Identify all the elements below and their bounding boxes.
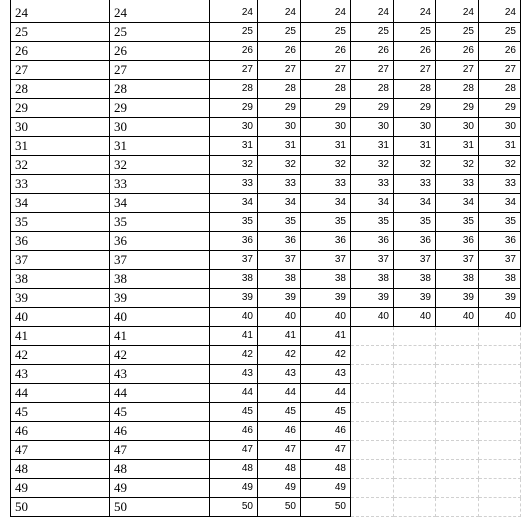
empty-cell[interactable] (479, 422, 521, 441)
value-cell[interactable]: 40 (479, 308, 521, 327)
value-cell[interactable]: 26 (479, 42, 521, 61)
value-cell[interactable]: 32 (258, 156, 301, 175)
value-cell[interactable]: 27 (258, 61, 301, 80)
value-cell[interactable]: 42 (210, 346, 258, 365)
value-cell[interactable]: 28 (436, 80, 479, 99)
value-cell[interactable]: 45 (110, 403, 210, 422)
value-cell[interactable]: 38 (479, 270, 521, 289)
value-cell[interactable]: 39 (258, 289, 301, 308)
value-cell[interactable]: 38 (436, 270, 479, 289)
row-label-cell[interactable]: 25 (10, 23, 110, 42)
value-cell[interactable]: 47 (301, 441, 351, 460)
value-cell[interactable]: 32 (351, 156, 394, 175)
value-cell[interactable]: 39 (110, 289, 210, 308)
row-label-cell[interactable]: 38 (10, 270, 110, 289)
value-cell[interactable]: 24 (110, 4, 210, 23)
value-cell[interactable]: 49 (210, 479, 258, 498)
value-cell[interactable]: 37 (394, 251, 436, 270)
row-label-cell[interactable]: 31 (10, 137, 110, 156)
row-label-cell[interactable]: 24 (10, 4, 110, 23)
value-cell[interactable]: 45 (258, 403, 301, 422)
value-cell[interactable]: 25 (479, 23, 521, 42)
value-cell[interactable]: 31 (210, 137, 258, 156)
value-cell[interactable]: 43 (258, 365, 301, 384)
table-row (0, 4, 528, 23)
row-label-cell[interactable]: 47 (10, 441, 110, 460)
row-label-cell[interactable]: 35 (10, 213, 110, 232)
table-row (0, 346, 528, 365)
value-cell[interactable]: 36 (210, 232, 258, 251)
empty-cell[interactable] (479, 460, 521, 479)
row-label-cell[interactable]: 41 (10, 327, 110, 346)
row-label-cell[interactable]: 26 (10, 42, 110, 61)
value-cell[interactable]: 43 (210, 365, 258, 384)
value-cell[interactable]: 46 (210, 422, 258, 441)
table-row (0, 213, 528, 232)
value-cell[interactable]: 30 (110, 118, 210, 137)
value-cell[interactable]: 37 (258, 251, 301, 270)
empty-cell[interactable] (351, 346, 394, 365)
value-cell[interactable]: 29 (258, 99, 301, 118)
value-cell[interactable]: 28 (258, 80, 301, 99)
value-cell[interactable]: 27 (210, 61, 258, 80)
value-cell[interactable]: 45 (301, 403, 351, 422)
empty-cell[interactable] (436, 384, 479, 403)
value-cell[interactable]: 35 (394, 213, 436, 232)
value-cell[interactable]: 40 (210, 308, 258, 327)
value-cell[interactable]: 37 (210, 251, 258, 270)
value-cell[interactable]: 48 (258, 460, 301, 479)
empty-cell[interactable] (436, 460, 479, 479)
value-cell[interactable]: 39 (436, 289, 479, 308)
table-row (0, 422, 528, 441)
value-cell[interactable]: 33 (394, 175, 436, 194)
value-cell[interactable]: 42 (110, 346, 210, 365)
empty-cell[interactable] (436, 479, 479, 498)
value-cell[interactable]: 37 (479, 251, 521, 270)
row-label-cell[interactable]: 40 (10, 308, 110, 327)
empty-cell[interactable] (436, 365, 479, 384)
value-cell[interactable]: 44 (210, 384, 258, 403)
value-cell[interactable]: 34 (479, 194, 521, 213)
empty-cell[interactable] (479, 327, 521, 346)
value-cell[interactable]: 27 (394, 61, 436, 80)
value-cell[interactable]: 26 (258, 42, 301, 61)
value-cell[interactable]: 35 (436, 213, 479, 232)
empty-cell[interactable] (436, 498, 479, 517)
value-cell[interactable]: 49 (258, 479, 301, 498)
value-cell[interactable]: 46 (258, 422, 301, 441)
value-cell[interactable]: 24 (436, 4, 479, 23)
row-label-cell[interactable]: 49 (10, 479, 110, 498)
value-cell[interactable]: 26 (436, 42, 479, 61)
table-row (0, 61, 528, 80)
value-cell[interactable]: 33 (436, 175, 479, 194)
value-cell[interactable]: 43 (110, 365, 210, 384)
value-cell[interactable]: 28 (301, 80, 351, 99)
row-label-cell[interactable]: 37 (10, 251, 110, 270)
empty-cell[interactable] (351, 460, 394, 479)
value-cell[interactable]: 31 (258, 137, 301, 156)
table-row (0, 23, 528, 42)
value-cell[interactable]: 40 (394, 308, 436, 327)
value-cell[interactable]: 36 (301, 232, 351, 251)
empty-cell[interactable] (479, 403, 521, 422)
value-cell[interactable]: 35 (110, 213, 210, 232)
value-cell[interactable]: 30 (479, 118, 521, 137)
table-row (0, 403, 528, 422)
empty-cell[interactable] (479, 365, 521, 384)
table-row (0, 232, 528, 251)
value-cell[interactable]: 29 (394, 99, 436, 118)
value-cell[interactable]: 42 (258, 346, 301, 365)
empty-cell[interactable] (436, 441, 479, 460)
value-cell[interactable]: 32 (210, 156, 258, 175)
empty-cell[interactable] (436, 403, 479, 422)
value-cell[interactable]: 49 (301, 479, 351, 498)
row-label-cell[interactable]: 42 (10, 346, 110, 365)
empty-cell[interactable] (351, 327, 394, 346)
row-label-cell[interactable]: 48 (10, 460, 110, 479)
value-cell[interactable]: 47 (210, 441, 258, 460)
table-row (0, 289, 528, 308)
value-cell[interactable]: 25 (436, 23, 479, 42)
empty-cell[interactable] (351, 365, 394, 384)
value-cell[interactable]: 47 (110, 441, 210, 460)
table-row (0, 365, 528, 384)
row-label-cell[interactable]: 46 (10, 422, 110, 441)
value-cell[interactable]: 41 (258, 327, 301, 346)
value-cell[interactable]: 32 (436, 156, 479, 175)
table-row (0, 156, 528, 175)
empty-cell[interactable] (394, 384, 436, 403)
value-cell[interactable]: 35 (301, 213, 351, 232)
table-row (0, 80, 528, 99)
value-cell[interactable]: 44 (258, 384, 301, 403)
value-cell[interactable]: 46 (110, 422, 210, 441)
empty-cell[interactable] (351, 441, 394, 460)
table-row (0, 384, 528, 403)
value-cell[interactable]: 30 (351, 118, 394, 137)
empty-cell[interactable] (394, 346, 436, 365)
row-label-cell[interactable]: 33 (10, 175, 110, 194)
value-cell[interactable]: 35 (479, 213, 521, 232)
empty-cell[interactable] (436, 346, 479, 365)
value-cell[interactable]: 44 (110, 384, 210, 403)
value-cell[interactable]: 47 (258, 441, 301, 460)
value-cell[interactable]: 31 (351, 137, 394, 156)
empty-cell[interactable] (394, 479, 436, 498)
value-cell[interactable]: 34 (394, 194, 436, 213)
table-row (0, 42, 528, 61)
value-cell[interactable]: 26 (351, 42, 394, 61)
value-cell[interactable]: 29 (110, 99, 210, 118)
value-cell[interactable]: 41 (210, 327, 258, 346)
value-cell[interactable]: 45 (210, 403, 258, 422)
value-cell[interactable]: 38 (110, 270, 210, 289)
value-cell[interactable]: 30 (301, 118, 351, 137)
value-cell[interactable]: 25 (258, 23, 301, 42)
value-cell[interactable]: 36 (351, 232, 394, 251)
value-cell[interactable]: 39 (351, 289, 394, 308)
row-label-cell[interactable]: 39 (10, 289, 110, 308)
table-row (0, 175, 528, 194)
value-cell[interactable]: 41 (110, 327, 210, 346)
value-cell[interactable]: 25 (301, 23, 351, 42)
value-cell[interactable]: 35 (210, 213, 258, 232)
value-cell[interactable]: 40 (110, 308, 210, 327)
value-cell[interactable]: 40 (258, 308, 301, 327)
table-row (0, 308, 528, 327)
value-cell[interactable]: 46 (301, 422, 351, 441)
value-cell[interactable]: 38 (394, 270, 436, 289)
row-label-cell[interactable]: 28 (10, 80, 110, 99)
empty-cell[interactable] (394, 498, 436, 517)
empty-cell[interactable] (351, 403, 394, 422)
value-cell[interactable]: 27 (479, 61, 521, 80)
value-cell[interactable]: 27 (436, 61, 479, 80)
value-cell[interactable]: 34 (351, 194, 394, 213)
value-cell[interactable]: 25 (351, 23, 394, 42)
empty-cell[interactable] (394, 403, 436, 422)
empty-cell[interactable] (394, 422, 436, 441)
row-label-cell[interactable]: 45 (10, 403, 110, 422)
table-row (0, 194, 528, 213)
table-row (0, 498, 528, 517)
value-cell[interactable]: 25 (210, 23, 258, 42)
value-cell[interactable]: 36 (110, 232, 210, 251)
value-cell[interactable]: 28 (479, 80, 521, 99)
value-cell[interactable]: 37 (436, 251, 479, 270)
value-cell[interactable]: 31 (394, 137, 436, 156)
value-cell[interactable]: 49 (110, 479, 210, 498)
value-cell[interactable]: 29 (479, 99, 521, 118)
value-cell[interactable]: 24 (394, 4, 436, 23)
row-label-cell[interactable]: 50 (10, 498, 110, 517)
empty-cell[interactable] (479, 346, 521, 365)
value-cell[interactable]: 37 (351, 251, 394, 270)
empty-cell[interactable] (479, 479, 521, 498)
value-cell[interactable]: 30 (210, 118, 258, 137)
table-row (0, 99, 528, 118)
value-cell[interactable]: 26 (110, 42, 210, 61)
value-cell[interactable]: 29 (301, 99, 351, 118)
value-cell[interactable]: 33 (210, 175, 258, 194)
value-cell[interactable]: 50 (110, 498, 210, 517)
empty-cell[interactable] (351, 479, 394, 498)
value-cell[interactable]: 30 (394, 118, 436, 137)
value-cell[interactable]: 26 (210, 42, 258, 61)
value-cell[interactable]: 30 (436, 118, 479, 137)
value-cell[interactable]: 24 (258, 4, 301, 23)
value-cell[interactable]: 28 (351, 80, 394, 99)
value-cell[interactable]: 37 (301, 251, 351, 270)
value-cell[interactable]: 33 (301, 175, 351, 194)
value-cell[interactable]: 50 (301, 498, 351, 517)
value-cell[interactable]: 28 (210, 80, 258, 99)
value-cell[interactable]: 35 (258, 213, 301, 232)
value-cell[interactable]: 24 (210, 4, 258, 23)
empty-cell[interactable] (436, 422, 479, 441)
empty-cell[interactable] (351, 422, 394, 441)
value-cell[interactable]: 44 (301, 384, 351, 403)
value-cell[interactable]: 36 (394, 232, 436, 251)
value-cell[interactable]: 39 (210, 289, 258, 308)
empty-cell[interactable] (394, 460, 436, 479)
table-row (0, 441, 528, 460)
value-cell[interactable]: 34 (258, 194, 301, 213)
value-cell[interactable]: 25 (394, 23, 436, 42)
value-cell[interactable]: 33 (479, 175, 521, 194)
row-label-cell[interactable]: 43 (10, 365, 110, 384)
value-cell[interactable]: 34 (210, 194, 258, 213)
value-cell[interactable]: 38 (258, 270, 301, 289)
row-label-cell[interactable]: 30 (10, 118, 110, 137)
value-cell[interactable]: 31 (479, 137, 521, 156)
table-row (0, 270, 528, 289)
value-cell[interactable]: 26 (301, 42, 351, 61)
value-cell[interactable]: 28 (394, 80, 436, 99)
value-cell[interactable]: 31 (110, 137, 210, 156)
empty-cell[interactable] (479, 441, 521, 460)
value-cell[interactable]: 26 (394, 42, 436, 61)
value-cell[interactable]: 29 (210, 99, 258, 118)
empty-cell[interactable] (479, 384, 521, 403)
value-cell[interactable]: 48 (301, 460, 351, 479)
value-cell[interactable]: 38 (210, 270, 258, 289)
value-cell[interactable]: 24 (351, 4, 394, 23)
empty-cell[interactable] (394, 327, 436, 346)
table-row (0, 118, 528, 137)
value-cell[interactable]: 32 (110, 156, 210, 175)
empty-cell[interactable] (394, 365, 436, 384)
value-cell[interactable]: 33 (351, 175, 394, 194)
value-cell[interactable]: 36 (436, 232, 479, 251)
value-cell[interactable]: 42 (301, 346, 351, 365)
value-cell[interactable]: 50 (210, 498, 258, 517)
value-cell[interactable]: 32 (394, 156, 436, 175)
value-cell[interactable]: 34 (301, 194, 351, 213)
value-cell[interactable]: 36 (479, 232, 521, 251)
value-cell[interactable]: 27 (110, 61, 210, 80)
table-row (0, 251, 528, 270)
value-cell[interactable]: 29 (351, 99, 394, 118)
table-row (0, 137, 528, 156)
value-cell[interactable]: 34 (436, 194, 479, 213)
table-row (0, 479, 528, 498)
value-cell[interactable]: 48 (210, 460, 258, 479)
value-cell[interactable]: 28 (110, 80, 210, 99)
value-cell[interactable]: 34 (110, 194, 210, 213)
value-cell[interactable]: 38 (351, 270, 394, 289)
table-row (0, 327, 528, 346)
value-cell[interactable]: 48 (110, 460, 210, 479)
row-label-cell[interactable]: 32 (10, 156, 110, 175)
empty-cell[interactable] (351, 498, 394, 517)
row-label-cell[interactable]: 36 (10, 232, 110, 251)
value-cell[interactable]: 32 (479, 156, 521, 175)
value-cell[interactable]: 31 (436, 137, 479, 156)
value-cell[interactable]: 40 (301, 308, 351, 327)
value-cell[interactable]: 39 (394, 289, 436, 308)
value-cell[interactable]: 38 (301, 270, 351, 289)
value-cell[interactable]: 27 (301, 61, 351, 80)
value-cell[interactable]: 33 (258, 175, 301, 194)
value-cell[interactable]: 30 (258, 118, 301, 137)
value-cell[interactable]: 24 (479, 4, 521, 23)
value-cell[interactable]: 40 (351, 308, 394, 327)
row-label-cell[interactable]: 34 (10, 194, 110, 213)
value-cell[interactable]: 41 (301, 327, 351, 346)
value-cell[interactable]: 25 (110, 23, 210, 42)
row-label-cell[interactable]: 44 (10, 384, 110, 403)
value-cell[interactable]: 40 (436, 308, 479, 327)
value-cell[interactable]: 33 (110, 175, 210, 194)
table-row (0, 460, 528, 479)
value-cell[interactable]: 36 (258, 232, 301, 251)
value-cell[interactable]: 39 (479, 289, 521, 308)
empty-cell[interactable] (436, 327, 479, 346)
value-cell[interactable]: 29 (436, 99, 479, 118)
value-cell[interactable]: 32 (301, 156, 351, 175)
value-cell[interactable]: 27 (351, 61, 394, 80)
empty-cell[interactable] (351, 384, 394, 403)
value-cell[interactable]: 24 (301, 4, 351, 23)
value-cell[interactable]: 39 (301, 289, 351, 308)
value-cell[interactable]: 50 (258, 498, 301, 517)
value-cell[interactable]: 31 (301, 137, 351, 156)
row-label-cell[interactable]: 29 (10, 99, 110, 118)
empty-cell[interactable] (394, 441, 436, 460)
value-cell[interactable]: 37 (110, 251, 210, 270)
value-cell[interactable]: 43 (301, 365, 351, 384)
row-label-cell[interactable]: 27 (10, 61, 110, 80)
empty-cell[interactable] (479, 498, 521, 517)
value-cell[interactable]: 35 (351, 213, 394, 232)
